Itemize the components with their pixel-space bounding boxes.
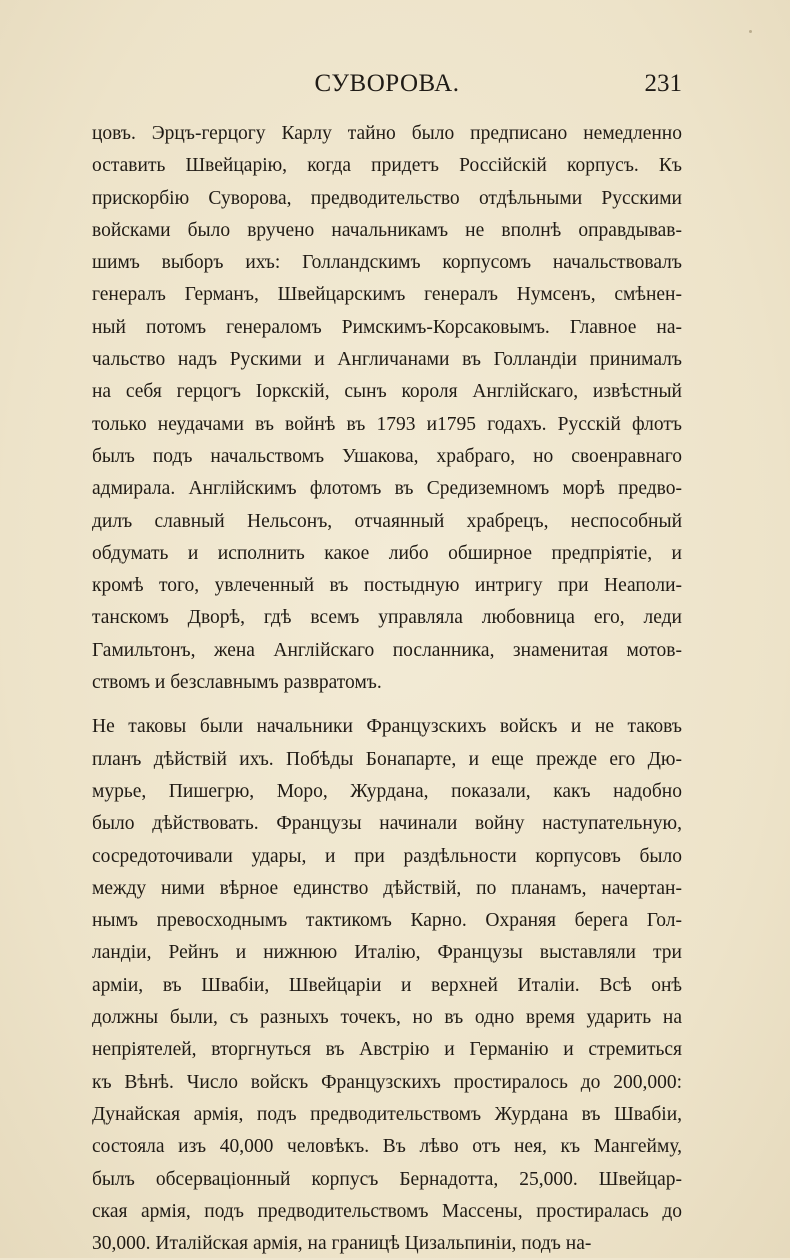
text-line: непріятелей, вторгнуться въ Австрію и Германію и стремиться xyxy=(92,1039,682,1061)
text-line: ствомъ и безславнымъ развратомъ. xyxy=(92,672,382,694)
page-header xyxy=(92,70,682,108)
text-line: ландіи, Рейнъ и нижнюю Италію, Французы выставляли три xyxy=(92,942,682,964)
text-line: генералъ Германъ, Швейцарскимъ генералъ Нумсенъ, смѣнен- xyxy=(92,284,682,306)
text-line: чальство надъ Рускими и Англичанами въ Голландіи принималъ xyxy=(92,349,682,371)
text-line: ская армія, подъ предводительствомъ Массены, простиралась до xyxy=(92,1200,682,1222)
text-line: былъ обсерваціонный корпусъ Бернадотта, 25,000. Швейцар- xyxy=(92,1168,682,1190)
text-line: дилъ славный Нельсонъ, отчаянный храбрецъ, неспособный xyxy=(92,510,682,532)
text-line: мурье, Пишегрю, Моро, Журдана, показали, какъ надобно xyxy=(92,780,682,802)
text-line: 30,000. Италійская армія, на границѣ Цизальпиніи, подъ на- xyxy=(92,1233,592,1255)
text-line: шимъ выборъ ихъ: Голландскимъ корпусомъ начальствовалъ xyxy=(92,252,682,274)
text-line: былъ подъ начальствомъ Ушакова, храбраго, но своенравнаго xyxy=(92,445,682,467)
body-text xyxy=(92,118,682,1260)
text-line: на себя герцогъ Іоркскій, сынъ короля Англійскаго, извѣстный xyxy=(92,381,682,403)
paragraph-1 xyxy=(92,118,682,699)
text-line: оставить Швейцарію, когда придетъ Россійскій корпусъ. Къ xyxy=(92,155,682,177)
text-line: кромѣ того, увлеченный въ постыдную интригу при Неаполи- xyxy=(92,575,682,597)
text-line: цовъ. Эрцъ-герцогу Карлу тайно было предписано немедленно xyxy=(92,123,682,144)
text-line: было дѣйствовать. Французы начинали войну наступательную, xyxy=(92,813,682,835)
text-line: планъ дѣйствій ихъ. Побѣды Бонапарте, и еще прежде его Дю- xyxy=(92,748,682,770)
text-line: обдумать и исполнить какое либо обширное предпріятіе, и xyxy=(92,542,682,564)
text-line: Не таковы были начальники Французскихъ войскъ и не таковъ xyxy=(92,716,682,738)
text-line: состояла изъ 40,000 человѣкъ. Въ лѣво отъ нея, къ Мангейму, xyxy=(92,1136,682,1158)
paragraph-2 xyxy=(92,711,682,1260)
running-title: СУВОРОВА. xyxy=(314,70,460,97)
paper-speck xyxy=(749,30,752,33)
text-line: войсками было вручено начальникамъ не вполнѣ оправдывав- xyxy=(92,219,682,241)
text-line: между ними вѣрное единство дѣйствій, по планамъ, начертан- xyxy=(92,877,682,899)
text-line: Гамильтонъ, жена Англійскаго посланника, знаменитая мотов- xyxy=(92,639,682,661)
text-line: къ Вѣнѣ. Число войскъ Французскихъ простиралось до 200,000: xyxy=(92,1071,682,1093)
text-line: прискорбію Суворова, предводительство отдѣльными Русскими xyxy=(92,187,682,209)
text-line: арміи, въ Швабіи, Швейцаріи и верхней Италіи. Всѣ онѣ xyxy=(92,974,682,996)
text-line: ный потомъ генераломъ Римскимъ-Корсаковымъ. Главное на- xyxy=(92,316,682,338)
text-line: сосредоточивали удары, и при раздѣльности корпусовъ было xyxy=(92,845,682,867)
text-line: нымъ превосходнымъ тактикомъ Карно. Охраняя берега Гол- xyxy=(92,910,682,932)
text-line: только неудачами въ войнѣ въ 1793 и1795 годахъ. Русскій флотъ xyxy=(92,413,682,435)
page-number: 231 xyxy=(644,70,682,97)
text-line: должны были, съ разныхъ точекъ, но въ одно время ударить на xyxy=(92,1007,682,1029)
text-line: Дунайская армія, подъ предводительствомъ Журдана въ Швабіи, xyxy=(92,1103,682,1125)
text-line: танскомъ Дворѣ, гдѣ всемъ управляла любовница его, леди xyxy=(92,607,682,629)
text-line: адмирала. Англійскимъ флотомъ въ Средиземномъ морѣ предво- xyxy=(92,478,682,500)
